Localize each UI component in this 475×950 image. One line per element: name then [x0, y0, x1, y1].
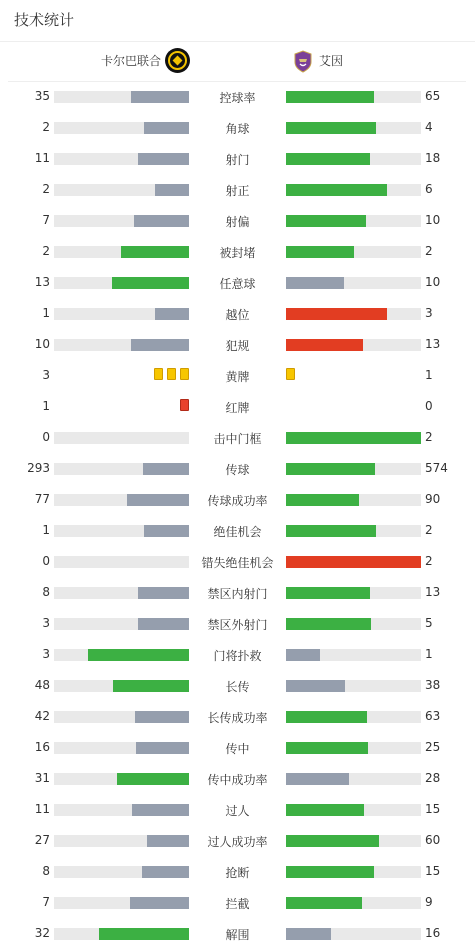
home-stat-bar: [54, 153, 189, 165]
away-stat-value: 2: [425, 554, 433, 568]
section-header: [0, 0, 475, 42]
away-stat-value: 25: [425, 740, 441, 754]
home-stat-bar-fill: [112, 277, 189, 289]
away-stat-value: 2: [425, 430, 433, 444]
away-stat-bar-fill: [286, 122, 376, 134]
home-stat-bar-fill: [131, 91, 189, 103]
stat-label: 越位: [225, 308, 250, 322]
home-stat-bar: [54, 866, 189, 878]
away-stat-value: 3: [425, 306, 433, 320]
home-stat-bar-fill: [136, 742, 189, 754]
stat-row: [0, 391, 475, 422]
away-team-crest-icon[interactable]: [293, 50, 313, 73]
away-stat-bar: [286, 866, 421, 878]
home-stat-bar: [54, 308, 189, 320]
away-stat-value: 63: [425, 709, 441, 723]
away-stat-bar-fill: [286, 246, 354, 258]
home-stat-value: 8: [42, 585, 50, 599]
stat-label: 过人: [225, 804, 250, 818]
stat-row: [0, 577, 475, 608]
home-stat-bar-fill: [142, 866, 189, 878]
away-stat-bar: [286, 711, 421, 723]
stat-label: 犯规: [225, 339, 250, 353]
stat-row: [0, 670, 475, 701]
away-stat-bar: [286, 742, 421, 754]
stat-row: [0, 236, 475, 267]
home-stat-value: 35: [34, 89, 50, 103]
stat-label: 长传: [225, 680, 250, 694]
home-stat-value: 77: [34, 492, 50, 506]
stat-row: [0, 546, 475, 577]
away-stat-value: 5: [425, 616, 433, 630]
home-stat-bar-fill: [155, 308, 189, 320]
stat-row: [0, 298, 475, 329]
stat-row: [0, 360, 475, 391]
home-stat-bar: [54, 122, 189, 134]
away-stat-value: 13: [425, 585, 441, 599]
home-stat-value: 11: [34, 151, 50, 165]
away-stat-value: 15: [425, 864, 441, 878]
home-stat-bar: [54, 246, 189, 258]
stat-row: [0, 701, 475, 732]
home-stat-value: 2: [42, 182, 50, 196]
home-stat-bar-fill: [131, 339, 189, 351]
stat-row: [0, 794, 475, 825]
away-stat-value: 1: [425, 647, 433, 661]
away-stat-bar-fill: [286, 91, 374, 103]
home-stat-value: 16: [34, 740, 50, 754]
home-stat-bar: [54, 184, 189, 196]
stat-label: 控球率: [219, 91, 256, 105]
away-stat-bar-fill: [286, 432, 421, 444]
away-stat-value: 2: [425, 523, 433, 537]
home-stat-bar: [54, 618, 189, 630]
away-stat-bar: [286, 587, 421, 599]
home-stat-value: 1: [42, 306, 50, 320]
stat-row: [0, 453, 475, 484]
away-stat-bar: [286, 649, 421, 661]
away-stat-bar-fill: [286, 339, 363, 351]
stat-label: 长传成功率: [207, 711, 268, 725]
home-stat-bar: [54, 649, 189, 661]
home-stat-value: 3: [42, 368, 50, 382]
home-team-crest-icon[interactable]: [165, 48, 190, 73]
away-stat-value: 10: [425, 275, 441, 289]
home-stat-value: 32: [34, 926, 50, 940]
away-stat-value: 574: [425, 461, 448, 475]
away-stat-bar: [286, 463, 421, 475]
home-stat-bar-fill: [113, 680, 189, 692]
home-stat-value: 3: [42, 616, 50, 630]
section-title: 技术统计: [14, 11, 75, 29]
home-stat-bar-fill: [88, 649, 189, 661]
stat-row: [0, 143, 475, 174]
away-stat-value: 65: [425, 89, 441, 103]
stat-label: 禁区内射门: [207, 587, 268, 601]
stat-row: [0, 825, 475, 856]
stat-label: 任意球: [219, 277, 256, 291]
home-stat-bar: [54, 804, 189, 816]
home-stat-value: 2: [42, 244, 50, 258]
stat-label: 传球成功率: [207, 494, 268, 508]
stat-row: [0, 484, 475, 515]
home-stat-bar: [54, 525, 189, 537]
stat-row: [0, 112, 475, 143]
yellow-card-icon: [154, 368, 163, 380]
away-stat-bar: [286, 246, 421, 258]
home-stat-bar-fill: [138, 587, 189, 599]
home-stat-bar: [54, 432, 189, 444]
away-stat-bar-fill: [286, 897, 362, 909]
away-stat-value: 9: [425, 895, 433, 909]
away-stat-bar-fill: [286, 184, 387, 196]
away-stat-bar: [286, 215, 421, 227]
away-stat-bar: [286, 835, 421, 847]
home-stat-bar-fill: [117, 773, 189, 785]
away-stat-bar: [286, 525, 421, 537]
home-stat-bar: [54, 773, 189, 785]
home-stat-bar-fill: [138, 618, 189, 630]
home-stat-bar-fill: [138, 153, 189, 165]
away-stat-bar-fill: [286, 494, 359, 506]
stat-label: 抢断: [225, 866, 250, 880]
home-stat-bar: [54, 339, 189, 351]
home-stat-value: 31: [34, 771, 50, 785]
away-stat-value: 6: [425, 182, 433, 196]
away-stat-bar-fill: [286, 215, 366, 227]
home-stat-bar: [54, 494, 189, 506]
away-stat-bar: [286, 618, 421, 630]
home-stat-bar: [54, 897, 189, 909]
home-stat-value: 1: [42, 399, 50, 413]
stat-label: 射偏: [225, 215, 250, 229]
away-stat-value: 60: [425, 833, 441, 847]
away-stat-value: 0: [425, 399, 433, 413]
stat-row: [0, 174, 475, 205]
home-stat-bar-fill: [134, 215, 189, 227]
away-cards: [286, 368, 295, 382]
away-stat-bar-fill: [286, 277, 344, 289]
home-stat-bar: [54, 277, 189, 289]
teams-row: [8, 41, 466, 82]
stat-row: [0, 515, 475, 546]
home-stat-value: 48: [34, 678, 50, 692]
home-stat-bar: [54, 91, 189, 103]
stat-label: 被封堵: [219, 246, 256, 260]
stat-row: [0, 887, 475, 918]
away-stat-bar-fill: [286, 308, 387, 320]
away-stat-bar: [286, 556, 421, 568]
stat-row: [0, 267, 475, 298]
stat-label: 红牌: [225, 401, 250, 415]
stat-label: 错失绝佳机会: [201, 556, 274, 570]
away-stat-value: 2: [425, 244, 433, 258]
home-stat-value: 27: [34, 833, 50, 847]
home-stat-bar: [54, 463, 189, 475]
away-stat-bar: [286, 432, 421, 444]
home-team-name[interactable]: 卡尔巴联合: [100, 54, 161, 68]
stat-label: 解围: [225, 928, 250, 942]
home-stat-bar-fill: [155, 184, 189, 196]
stat-label: 击中门框: [213, 432, 262, 446]
yellow-card-icon: [286, 368, 295, 380]
away-stat-bar-fill: [286, 866, 374, 878]
away-stat-bar: [286, 339, 421, 351]
away-stat-bar-fill: [286, 649, 320, 661]
away-stat-bar-fill: [286, 587, 370, 599]
away-stat-bar: [286, 91, 421, 103]
home-stat-value: 3: [42, 647, 50, 661]
home-stat-value: 7: [42, 213, 50, 227]
stat-label: 角球: [225, 122, 250, 136]
stat-row: [0, 422, 475, 453]
home-stat-value: 1: [42, 523, 50, 537]
yellow-card-icon: [180, 368, 189, 380]
stat-row: [0, 856, 475, 887]
stats-list: [0, 81, 475, 949]
away-stat-bar-fill: [286, 711, 367, 723]
away-stat-bar: [286, 680, 421, 692]
away-stat-bar-fill: [286, 928, 331, 940]
red-card-icon: [180, 399, 189, 411]
stat-row: [0, 732, 475, 763]
home-stat-value: 0: [42, 430, 50, 444]
stat-label: 门将扑救: [213, 649, 262, 663]
home-stat-value: 7: [42, 895, 50, 909]
away-stat-bar-fill: [286, 773, 349, 785]
home-stat-bar: [54, 928, 189, 940]
away-stat-bar-fill: [286, 742, 368, 754]
away-stat-bar-fill: [286, 556, 421, 568]
away-stat-value: 90: [425, 492, 441, 506]
away-stat-bar: [286, 277, 421, 289]
stat-row: [0, 918, 475, 949]
home-stat-bar-fill: [99, 928, 189, 940]
home-stat-bar: [54, 587, 189, 599]
stat-label: 黄牌: [225, 370, 250, 384]
away-stat-bar-fill: [286, 835, 379, 847]
home-stat-value: 11: [34, 802, 50, 816]
stat-row: [0, 205, 475, 236]
home-stat-bar-fill: [121, 246, 189, 258]
away-stat-value: 38: [425, 678, 441, 692]
stat-label: 拦截: [225, 897, 250, 911]
home-stat-value: 10: [34, 337, 50, 351]
away-stat-value: 18: [425, 151, 441, 165]
home-stat-bar: [54, 835, 189, 847]
stat-row: [0, 763, 475, 794]
home-stat-bar-fill: [144, 122, 189, 134]
stat-row: [0, 81, 475, 112]
stat-row: [0, 329, 475, 360]
away-stat-value: 4: [425, 120, 433, 134]
away-stat-bar-fill: [286, 153, 370, 165]
home-cards: [154, 368, 189, 382]
home-stat-value: 8: [42, 864, 50, 878]
home-stat-bar-fill: [144, 525, 189, 537]
stat-label: 射门: [225, 153, 250, 167]
away-stat-bar: [286, 494, 421, 506]
home-stat-bar: [54, 711, 189, 723]
away-stat-value: 28: [425, 771, 441, 785]
home-stat-value: 2: [42, 120, 50, 134]
stat-row: [0, 608, 475, 639]
stat-label: 传中: [225, 742, 250, 756]
away-stat-value: 16: [425, 926, 441, 940]
away-stat-bar-fill: [286, 525, 376, 537]
stat-label: 传球: [225, 463, 250, 477]
home-stat-bar: [54, 680, 189, 692]
home-stat-value: 13: [34, 275, 50, 289]
away-stat-bar-fill: [286, 463, 375, 475]
away-stat-bar: [286, 804, 421, 816]
home-stat-bar-fill: [135, 711, 189, 723]
stat-label: 禁区外射门: [207, 618, 268, 632]
away-stat-bar: [286, 897, 421, 909]
home-stat-value: 0: [42, 554, 50, 568]
away-stat-bar-fill: [286, 680, 345, 692]
home-stat-bar-fill: [147, 835, 189, 847]
away-stat-bar-fill: [286, 804, 364, 816]
home-cards: [180, 399, 189, 413]
away-stat-bar: [286, 773, 421, 785]
home-stat-bar: [54, 215, 189, 227]
away-stat-bar: [286, 153, 421, 165]
stat-label: 射正: [225, 184, 250, 198]
stat-label: 过人成功率: [207, 835, 268, 849]
home-stat-bar-fill: [127, 494, 189, 506]
home-stat-bar-fill: [143, 463, 189, 475]
home-stat-bar-fill: [130, 897, 189, 909]
yellow-card-icon: [167, 368, 176, 380]
away-stat-bar-fill: [286, 618, 371, 630]
away-stat-bar: [286, 308, 421, 320]
stat-label: 绝佳机会: [213, 525, 262, 539]
away-stat-bar: [286, 122, 421, 134]
away-stat-value: 15: [425, 802, 441, 816]
away-stat-bar: [286, 184, 421, 196]
home-stat-bar-fill: [132, 804, 189, 816]
home-stat-value: 293: [27, 461, 50, 475]
away-stat-value: 1: [425, 368, 433, 382]
home-stat-bar: [54, 742, 189, 754]
away-stat-bar: [286, 928, 421, 940]
home-stat-bar: [54, 556, 189, 568]
away-team-name[interactable]: 艾因: [319, 54, 344, 68]
away-stat-value: 13: [425, 337, 441, 351]
away-stat-value: 10: [425, 213, 441, 227]
home-stat-value: 42: [34, 709, 50, 723]
stat-label: 传中成功率: [207, 773, 268, 787]
stat-row: [0, 639, 475, 670]
